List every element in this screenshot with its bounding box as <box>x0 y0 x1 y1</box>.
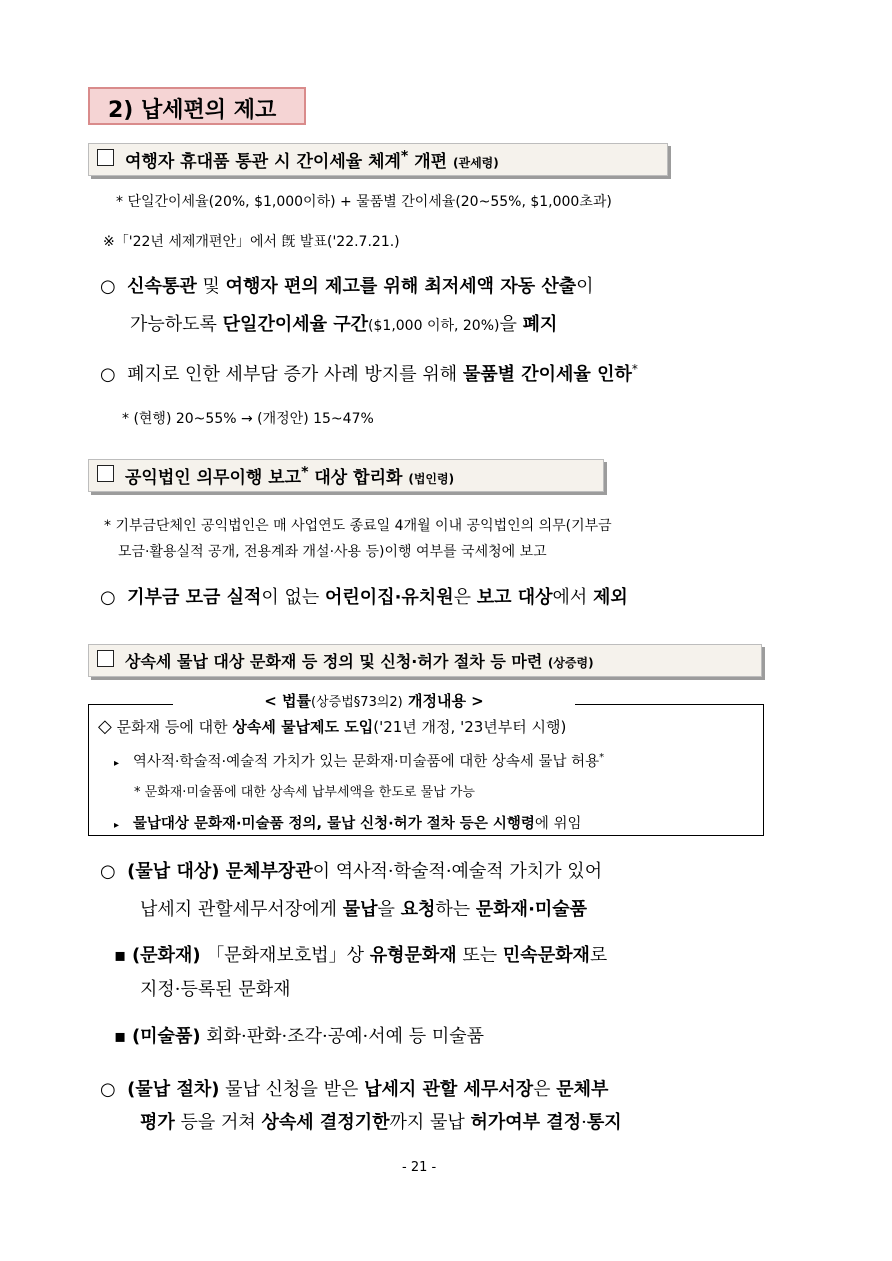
law-line-limit-note: * 문화재·미술품에 대한 상속세 납부세액을 한도로 물납 가능 <box>134 785 475 800</box>
checkbox-square-icon <box>97 650 114 667</box>
heading-travel-tax-text: 여행자 휴대품 통관 시 간이세율 체계 <box>125 152 401 172</box>
circle-bullet-icon: ○ <box>100 364 116 385</box>
law-line-system: ◇ 문화재 등에 대한 상속세 물납제도 도입('21년 개정, '23년부터 시행) <box>98 716 567 737</box>
page-number: - 21 - <box>402 1160 437 1175</box>
square-bullet-icon: ▪ <box>114 1026 127 1047</box>
section-title-box <box>88 87 306 125</box>
heading-inheritance-payment <box>88 644 762 677</box>
heading-public-interest-tag: (법인령) <box>408 472 455 486</box>
note-single-rate: * 단일간이세율(20%, $1,000이하) + 물품별 간이세율(20~55%, $1,000초과) <box>116 194 612 210</box>
paragraph-payment-procedure-line2: 평가 등을 거쳐 상속세 결정기한까지 물납 허가여부 결정·통지 <box>140 1112 622 1133</box>
paragraph-cultural-property-line1: ▪ (문화재) 「문화재보호법」상 유형문화재 또는 민속문화재로 <box>114 945 608 966</box>
heading-public-interest <box>88 459 604 492</box>
diamond-bullet-icon: ◇ <box>98 716 112 737</box>
law-line-delegate: ▸ 물납대상 문화재·미술품 정의, 물납 신청·허가 절차 등은 시행령에 위임 <box>114 816 582 832</box>
checkbox-square-icon <box>97 149 114 166</box>
circle-bullet-icon: ○ <box>100 1079 116 1100</box>
circle-bullet-icon: ○ <box>100 861 116 882</box>
paragraph-rate-cut: ○ 폐지로 인한 세부담 증가 사례 방지를 위해 물품별 간이세율 인하* <box>100 362 638 385</box>
paragraph-payment-procedure-line1: ○ (물납 절차) 물납 신청을 받은 납세지 관할 세무서장은 문체부 <box>100 1079 609 1100</box>
paragraph-payment-target-line2: 납세지 관할세무서장에게 물납을 요청하는 문화재·미술품 <box>140 899 588 920</box>
heading-inheritance-payment-tag: (상증령) <box>547 656 594 670</box>
heading-travel-tax <box>88 143 668 176</box>
triangle-bullet-icon: ▸ <box>114 758 120 769</box>
heading-public-interest-after: 대상 합리화 <box>308 468 403 488</box>
paragraph-exclude-daycare: ○ 기부금 모금 실적이 없는 어린이집·유치원은 보고 대상에서 제외 <box>100 587 628 608</box>
square-bullet-icon: ▪ <box>114 945 127 966</box>
law-line-allow: ▸ 역사적·학술적·예술적 가치가 있는 문화재·미술품에 대한 상속세 물납 허용* <box>114 752 605 770</box>
paragraph-payment-target-line1: ○ (물납 대상) 문체부장관이 역사적·학술적·예술적 가치가 있어 <box>100 861 603 882</box>
footnote-star: * <box>301 464 309 481</box>
checkbox-square-icon <box>97 465 114 482</box>
circle-bullet-icon: ○ <box>100 276 116 297</box>
heading-travel-tax-tag: (관세령) <box>453 156 499 170</box>
triangle-bullet-icon: ▸ <box>114 820 120 831</box>
circle-bullet-icon: ○ <box>100 587 116 608</box>
heading-inheritance-payment-text: 상속세 물납 대상 문화재 등 정의 및 신청·허가 절차 등 마련 <box>125 652 543 671</box>
law-amendment-title: < 법률(상증법§73의2) 개정내용 > <box>173 690 575 711</box>
paragraph-cultural-property-line2: 지정·등록된 문화재 <box>140 979 291 1000</box>
note-rate-change: * (현행) 20~55% → (개정안) 15~47% <box>122 411 374 427</box>
paragraph-fast-clearance-line1: ○ 신속통관 및 여행자 편의 제고를 위해 최저세액 자동 산출이 <box>100 276 594 297</box>
paragraph-artwork: ▪ (미술품) 회화·판화·조각·공예·서예 등 미술품 <box>114 1026 485 1047</box>
paragraph-fast-clearance-line2: 가능하도록 단일간이세율 구간($1,000 이하, 20%)을 폐지 <box>130 314 558 335</box>
section-title: 2) 납세편의 제고 <box>108 98 277 123</box>
heading-public-interest-text: 공익법인 의무이행 보고 <box>125 468 302 488</box>
note-obligation-line1: * 기부금단체인 공익법인은 매 사업연도 종료일 4개월 이내 공익법인의 의무(기부금 <box>104 518 612 534</box>
footnote-star: * <box>400 148 409 165</box>
heading-travel-tax-after: 개편 <box>408 152 448 172</box>
note-announced: ※「'22년 세제개편안」에서 旣 발표('22.7.21.) <box>103 234 400 250</box>
note-obligation-line2: 모금·활용실적 공개, 전용계좌 개설·사용 등)이행 여부를 국세청에 보고 <box>118 544 547 560</box>
